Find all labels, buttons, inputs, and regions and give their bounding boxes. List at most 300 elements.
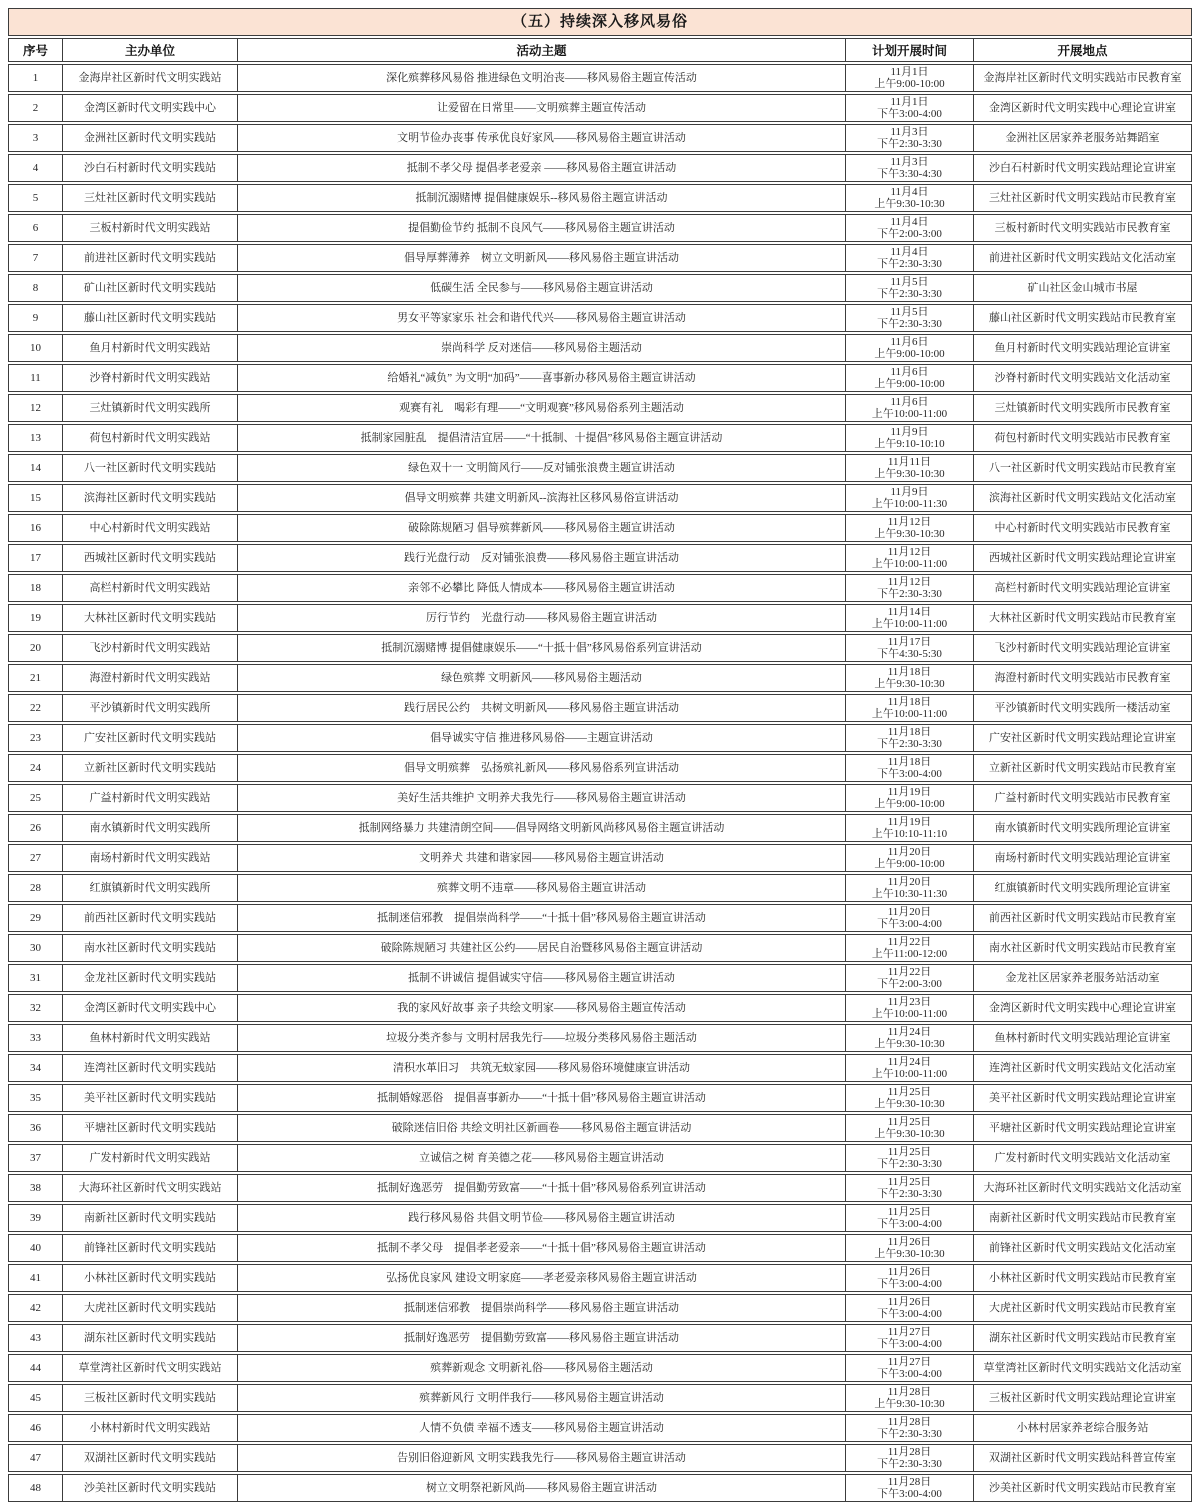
cell-time [845,1174,973,1202]
cell-time [845,124,973,152]
table-row [8,424,1192,452]
cell-time-date: 11月25日 [887,1206,932,1218]
cell-theme: 殡葬新风行 文明伴我行——移风易俗主题宣讲活动 [237,1384,845,1412]
cell-place: 连湾社区新时代文明实践站文化活动室 [973,1054,1192,1082]
cell-time-date: 11月4日 [890,246,929,258]
cell-unit: 南水镇新时代文明实践所 [62,814,237,842]
cell-seq: 17 [8,544,62,572]
table-row [8,274,1192,302]
cell-place: 大海环社区新时代文明实践站文化活动室 [973,1174,1192,1202]
cell-time [845,934,973,962]
cell-time-date: 11月28日 [887,1476,932,1488]
cell-time-date: 11月3日 [890,126,929,138]
cell-seq: 31 [8,964,62,992]
cell-unit: 广益村新时代文明实践站 [62,784,237,812]
table-row [8,1324,1192,1352]
cell-unit: 荷包村新时代文明实践站 [62,424,237,452]
cell-seq: 30 [8,934,62,962]
cell-unit: 滨海社区新时代文明实践站 [62,484,237,512]
cell-time [845,1234,973,1262]
cell-theme: 厉行节约 光盘行动——移风易俗主题宣讲活动 [237,604,845,632]
cell-theme: 抵制沉溺赌博 提倡健康娱乐——“十抵十倡”移风易俗系列宣讲活动 [237,634,845,662]
cell-place: 三板村新时代文明实践站市民教育室 [973,214,1192,242]
cell-seq: 43 [8,1324,62,1352]
cell-time [845,724,973,752]
cell-time [845,1474,973,1502]
table-row [8,874,1192,902]
cell-theme: 我的家风好故事 亲子共绘文明家——移风易俗主题宣传活动 [237,994,845,1022]
cell-seq: 23 [8,724,62,752]
cell-time-range: 上午10:30-11:30 [871,888,948,900]
cell-seq: 2 [8,94,62,122]
cell-time-range: 上午9:00-10:00 [874,348,945,360]
table-row [8,964,1192,992]
table-row [8,514,1192,542]
cell-seq: 45 [8,1384,62,1412]
table-row [8,124,1192,152]
cell-unit: 大林社区新时代文明实践站 [62,604,237,632]
table-row [8,454,1192,482]
cell-unit: 三灶镇新时代文明实践所 [62,394,237,422]
cell-time-date: 11月25日 [887,1086,932,1098]
cell-theme: 抵制沉溺赌博 提倡健康娱乐--移风易俗主题宣讲活动 [237,184,845,212]
cell-theme: 践行光盘行动 反对铺张浪费——移风易俗主题宣讲活动 [237,544,845,572]
cell-time-date: 11月12日 [887,516,932,528]
cell-theme: 崇尚科学 反对迷信——移风易俗主题活动 [237,334,845,362]
table-row [8,304,1192,332]
table-row [8,1234,1192,1262]
col-header-unit: 主办单位 [62,38,237,62]
cell-place: 荷包村新时代文明实践站市民教育室 [973,424,1192,452]
cell-time [845,1354,973,1382]
cell-place: 大虎社区新时代文明实践站市民教育室 [973,1294,1192,1322]
cell-theme: 男女平等家家乐 社会和谐代代兴——移风易俗主题宣讲活动 [237,304,845,332]
cell-place: 广安社区新时代文明实践站理论宣讲室 [973,724,1192,752]
cell-time [845,814,973,842]
cell-time-range: 下午3:00-4:00 [877,1488,942,1500]
cell-theme: 抵制好逸恶劳 提倡勤劳致富——“十抵十倡”移风易俗系列宣讲活动 [237,1174,845,1202]
table-row [8,1384,1192,1412]
cell-time-date: 11月4日 [890,216,929,228]
cell-unit: 美平社区新时代文明实践站 [62,1084,237,1112]
cell-time-range: 上午9:00-10:00 [874,858,945,870]
cell-time-range: 下午2:30-3:30 [877,1458,942,1470]
cell-theme: 践行居民公约 共树文明新风——移风易俗主题宣讲活动 [237,694,845,722]
cell-seq: 35 [8,1084,62,1112]
cell-theme: 破除迷信旧俗 共绘文明社区新画卷——移风易俗主题宣讲活动 [237,1114,845,1142]
cell-place: 南水社区新时代文明实践站市民教育室 [973,934,1192,962]
cell-seq: 10 [8,334,62,362]
cell-time-date: 11月22日 [887,936,932,948]
section-title: （五）持续深入移风易俗 [8,8,1192,36]
cell-theme: 破除陈规陋习 共建社区公约——居民自治暨移风易俗主题宣讲活动 [237,934,845,962]
cell-theme: 弘扬优良家风 建设文明家庭——孝老爱亲移风易俗主题宣讲活动 [237,1264,845,1292]
cell-time-range: 下午3:00-4:00 [877,1278,942,1290]
cell-theme: 抵制不讲诚信 提倡诚实守信——移风易俗主题宣讲活动 [237,964,845,992]
cell-place: 矿山社区金山城市书屋 [973,274,1192,302]
cell-time-date: 11月20日 [887,906,932,918]
cell-time-date: 11月26日 [887,1296,932,1308]
cell-time-range: 上午9:30-10:30 [874,1098,945,1110]
table-row [8,934,1192,962]
cell-time-date: 11月23日 [887,996,932,1008]
cell-theme: 倡导文明殡葬 共建文明新风--滨海社区移风易俗宣讲活动 [237,484,845,512]
cell-time-date: 11月18日 [887,666,932,678]
cell-time-range: 上午9:30-10:30 [874,1128,945,1140]
cell-seq: 37 [8,1144,62,1172]
cell-time [845,1084,973,1112]
table-row [8,1144,1192,1172]
cell-time-range: 下午4:30-5:30 [877,648,942,660]
cell-place: 中心村新时代文明实践站市民教育室 [973,514,1192,542]
table-row [8,574,1192,602]
cell-time [845,574,973,602]
cell-unit: 平塘社区新时代文明实践站 [62,1114,237,1142]
cell-time-range: 上午10:00-11:00 [871,618,948,630]
cell-time [845,694,973,722]
table-row [8,784,1192,812]
table-row [8,994,1192,1022]
cell-unit: 连湾社区新时代文明实践站 [62,1054,237,1082]
cell-seq: 40 [8,1234,62,1262]
cell-unit: 飞沙村新时代文明实践站 [62,634,237,662]
cell-time-date: 11月3日 [890,156,929,168]
cell-place: 藤山社区新时代文明实践站市民教育室 [973,304,1192,332]
cell-time [845,904,973,932]
cell-time [845,1054,973,1082]
cell-place: 小林村居家养老综合服务站 [973,1414,1192,1442]
cell-theme: 让爱留在日常里——文明殡葬主题宣传活动 [237,94,845,122]
cell-time-range: 上午9:10-10:10 [874,438,945,450]
cell-seq: 42 [8,1294,62,1322]
cell-seq: 18 [8,574,62,602]
cell-unit: 金湾区新时代文明实践中心 [62,994,237,1022]
cell-unit: 平沙镇新时代文明实践所 [62,694,237,722]
cell-theme: 抵制家园脏乱 提倡清洁宜居——“十抵制、十提倡”移风易俗主题宣讲活动 [237,424,845,452]
cell-place: 沙美社区新时代文明实践站市民教育室 [973,1474,1192,1502]
table-row [8,1354,1192,1382]
table-row [8,1444,1192,1472]
cell-theme: 践行移风易俗 共倡文明节俭——移风易俗主题宣讲活动 [237,1204,845,1232]
cell-time-range: 下午2:30-3:30 [877,588,942,600]
cell-unit: 广发村新时代文明实践站 [62,1144,237,1172]
cell-theme: 文明养犬 共建和谐家园——移风易俗主题宣讲活动 [237,844,845,872]
table-row [8,1414,1192,1442]
cell-theme: 清积水革旧习 共筑无蚊家园——移风易俗环境健康宣讲活动 [237,1054,845,1082]
cell-place: 滨海社区新时代文明实践站文化活动室 [973,484,1192,512]
table-row [8,1174,1192,1202]
cell-time-date: 11月9日 [890,486,929,498]
cell-place: 前西社区新时代文明实践站市民教育室 [973,904,1192,932]
cell-unit: 三板村新时代文明实践站 [62,214,237,242]
cell-seq: 41 [8,1264,62,1292]
cell-time [845,424,973,452]
cell-time-range: 下午3:00-4:00 [877,1368,942,1380]
cell-time-range: 下午2:30-3:30 [877,288,942,300]
cell-theme: 抵制好逸恶劳 提倡勤劳致富——移风易俗主题宣讲活动 [237,1324,845,1352]
cell-place: 前进社区新时代文明实践站文化活动室 [973,244,1192,272]
cell-time-range: 下午2:00-3:00 [877,978,942,990]
cell-time [845,964,973,992]
table-row [8,1294,1192,1322]
cell-seq: 14 [8,454,62,482]
cell-theme: 倡导诚实守信 推进移风易俗——主题宣讲活动 [237,724,845,752]
cell-place: 金湾区新时代文明实践中心理论宣讲室 [973,994,1192,1022]
cell-unit: 红旗镇新时代文明实践所 [62,874,237,902]
cell-time-date: 11月6日 [890,366,929,378]
cell-unit: 三板社区新时代文明实践站 [62,1384,237,1412]
cell-seq: 46 [8,1414,62,1442]
cell-theme: 给婚礼“减负” 为文明“加码”——喜事新办移风易俗主题宣讲活动 [237,364,845,392]
cell-time [845,244,973,272]
cell-time-date: 11月12日 [887,576,932,588]
cell-time [845,1324,973,1352]
cell-seq: 25 [8,784,62,812]
cell-unit: 大海环社区新时代文明实践站 [62,1174,237,1202]
cell-time [845,304,973,332]
cell-time-date: 11月27日 [887,1326,932,1338]
cell-seq: 1 [8,64,62,92]
cell-time-date: 11月25日 [887,1116,932,1128]
cell-time-range: 上午10:00-11:30 [871,498,948,510]
table-body [8,64,1192,1502]
table-row [8,94,1192,122]
cell-unit: 广安社区新时代文明实践站 [62,724,237,752]
cell-place: 南水镇新时代文明实践所理论宣讲室 [973,814,1192,842]
table-row [8,214,1192,242]
cell-time-range: 下午3:00-4:00 [877,768,942,780]
cell-theme: 提倡勤俭节约 抵制不良风气——移风易俗主题宣讲活动 [237,214,845,242]
table-row [8,1054,1192,1082]
cell-time-date: 11月18日 [887,696,932,708]
cell-time-date: 11月27日 [887,1356,932,1368]
cell-theme: 倡导厚葬薄养 树立文明新风——移风易俗主题宣讲活动 [237,244,845,272]
cell-time-date: 11月5日 [890,276,929,288]
cell-unit: 南场村新时代文明实践站 [62,844,237,872]
cell-unit: 八一社区新时代文明实践站 [62,454,237,482]
cell-time-range: 上午9:30-10:30 [874,1248,945,1260]
cell-time-date: 11月1日 [890,96,929,108]
cell-time-date: 11月18日 [887,726,932,738]
cell-seq: 29 [8,904,62,932]
cell-time [845,514,973,542]
cell-place: 三灶镇新时代文明实践所市民教育室 [973,394,1192,422]
cell-seq: 34 [8,1054,62,1082]
cell-place: 大林社区新时代文明实践站市民教育室 [973,604,1192,632]
cell-time-range: 下午2:30-3:30 [877,738,942,750]
cell-unit: 三灶社区新时代文明实践站 [62,184,237,212]
cell-place: 金洲社区居家养老服务站舞蹈室 [973,124,1192,152]
cell-seq: 7 [8,244,62,272]
cell-time [845,484,973,512]
cell-unit: 鱼林村新时代文明实践站 [62,1024,237,1052]
cell-seq: 8 [8,274,62,302]
cell-time-range: 下午2:00-3:00 [877,228,942,240]
cell-time [845,634,973,662]
cell-place: 美平社区新时代文明实践站理论宣讲室 [973,1084,1192,1112]
cell-seq: 21 [8,664,62,692]
cell-time-date: 11月18日 [887,756,932,768]
cell-unit: 金龙社区新时代文明实践站 [62,964,237,992]
cell-place: 沙白石村新时代文明实践站理论宣讲室 [973,154,1192,182]
cell-time-date: 11月26日 [887,1236,932,1248]
cell-time-range: 上午9:30-10:30 [874,528,945,540]
table-row [8,1264,1192,1292]
cell-unit: 沙美社区新时代文明实践站 [62,1474,237,1502]
cell-time-date: 11月5日 [890,306,929,318]
cell-place: 平塘社区新时代文明实践站理论宣讲室 [973,1114,1192,1142]
cell-theme: 殡葬文明不违章——移风易俗主题宣讲活动 [237,874,845,902]
cell-time [845,154,973,182]
cell-seq: 32 [8,994,62,1022]
cell-time [845,1204,973,1232]
cell-time-date: 11月25日 [887,1146,932,1158]
cell-time [845,274,973,302]
cell-seq: 3 [8,124,62,152]
cell-time [845,64,973,92]
cell-time-range: 上午10:10-11:10 [871,828,948,840]
cell-time [845,604,973,632]
cell-unit: 湖东社区新时代文明实践站 [62,1324,237,1352]
cell-time-date: 11月28日 [887,1386,932,1398]
cell-place: 金湾区新时代文明实践中心理论宣讲室 [973,94,1192,122]
cell-seq: 12 [8,394,62,422]
cell-time [845,844,973,872]
cell-time [845,364,973,392]
cell-time [845,184,973,212]
cell-seq: 19 [8,604,62,632]
cell-time-date: 11月1日 [890,66,929,78]
cell-time [845,1384,973,1412]
cell-unit: 矿山社区新时代文明实践站 [62,274,237,302]
cell-place: 鱼月村新时代文明实践站理论宣讲室 [973,334,1192,362]
cell-seq: 44 [8,1354,62,1382]
cell-time-date: 11月22日 [887,966,932,978]
cell-seq: 24 [8,754,62,782]
cell-place: 高栏村新时代文明实践站理论宣讲室 [973,574,1192,602]
cell-seq: 15 [8,484,62,512]
cell-place: 沙脊村新时代文明实践站文化活动室 [973,364,1192,392]
cell-time [845,784,973,812]
cell-seq: 28 [8,874,62,902]
cell-time [845,544,973,572]
cell-time-date: 11月28日 [887,1446,932,1458]
cell-time [845,454,973,482]
cell-seq: 6 [8,214,62,242]
cell-time-range: 上午9:30-10:30 [874,1038,945,1050]
cell-unit: 海澄村新时代文明实践站 [62,664,237,692]
cell-unit: 西城社区新时代文明实践站 [62,544,237,572]
cell-time-date: 11月4日 [890,186,929,198]
cell-time [845,94,973,122]
cell-time [845,874,973,902]
cell-time-range: 上午10:00-11:00 [871,558,948,570]
cell-time [845,1414,973,1442]
table-row [8,754,1192,782]
cell-time-range: 上午10:00-11:00 [871,408,948,420]
table-row [8,904,1192,932]
cell-time-date: 11月24日 [887,1026,932,1038]
cell-place: 八一社区新时代文明实践站市民教育室 [973,454,1192,482]
cell-time-range: 下午2:30-3:30 [877,1428,942,1440]
cell-time [845,394,973,422]
cell-unit: 立新社区新时代文明实践站 [62,754,237,782]
table-row [8,844,1192,872]
cell-unit: 金湾区新时代文明实践中心 [62,94,237,122]
cell-theme: 抵制不孝父母 提倡孝老爱亲 ——移风易俗主题宣讲活动 [237,154,845,182]
cell-time-date: 11月24日 [887,1056,932,1068]
cell-unit: 中心村新时代文明实践站 [62,514,237,542]
cell-seq: 13 [8,424,62,452]
cell-unit: 鱼月村新时代文明实践站 [62,334,237,362]
table-row [8,544,1192,572]
cell-time-date: 11月14日 [887,606,932,618]
cell-time-date: 11月6日 [890,396,929,408]
cell-time-range: 下午3:00-4:00 [877,1308,942,1320]
cell-time-range: 上午9:30-10:30 [874,198,945,210]
cell-theme: 抵制迷信邪教 提倡崇尚科学——“十抵十倡”移风易俗主题宣讲活动 [237,904,845,932]
cell-theme: 抵制网络暴力 共建清朗空间——倡导网络文明新风尚移风易俗主题宣讲活动 [237,814,845,842]
cell-place: 立新社区新时代文明实践站市民教育室 [973,754,1192,782]
cell-time-range: 下午2:30-3:30 [877,138,942,150]
cell-time-range: 下午2:30-3:30 [877,1158,942,1170]
cell-time-range: 下午3:30-4:30 [877,168,942,180]
cell-time [845,1264,973,1292]
cell-time-date: 11月20日 [887,876,932,888]
cell-time-date: 11月12日 [887,546,932,558]
cell-theme: 观赛有礼 喝彩有理——“文明观赛”移风易俗系列主题活动 [237,394,845,422]
cell-unit: 沙脊村新时代文明实践站 [62,364,237,392]
cell-place: 草堂湾社区新时代文明实践站文化活动室 [973,1354,1192,1382]
cell-time-range: 上午9:00-10:00 [874,78,945,90]
cell-unit: 小林村新时代文明实践站 [62,1414,237,1442]
cell-theme: 树立文明祭祀新风尚——移风易俗主题宣讲活动 [237,1474,845,1502]
cell-time-date: 11月6日 [890,336,929,348]
cell-place: 前锋社区新时代文明实践站文化活动室 [973,1234,1192,1262]
table-row [8,634,1192,662]
cell-time-range: 上午9:30-10:30 [874,1398,945,1410]
cell-place: 金龙社区居家养老服务站活动室 [973,964,1192,992]
col-header-time: 计划开展时间 [845,38,973,62]
cell-time-date: 11月17日 [887,636,932,648]
activity-schedule-sheet [8,8,1192,1504]
cell-unit: 藤山社区新时代文明实践站 [62,304,237,332]
cell-seq: 26 [8,814,62,842]
cell-seq: 39 [8,1204,62,1232]
cell-time-range: 下午3:00-4:00 [877,918,942,930]
cell-place: 湖东社区新时代文明实践站市民教育室 [973,1324,1192,1352]
cell-time-date: 11月19日 [887,816,932,828]
cell-theme: 美好生活共维护 文明养犬我先行——移风易俗主题宣讲活动 [237,784,845,812]
cell-theme: 抵制迷信邪教 提倡崇尚科学——移风易俗主题宣讲活动 [237,1294,845,1322]
cell-theme: 低碳生活 全民参与——移风易俗主题宣讲活动 [237,274,845,302]
cell-time-range: 下午2:30-3:30 [877,318,942,330]
table-row [8,694,1192,722]
cell-place: 西城社区新时代文明实践站理论宣讲室 [973,544,1192,572]
cell-theme: 抵制婚嫁恶俗 提倡喜事新办——“十抵十倡”移风易俗主题宣讲活动 [237,1084,845,1112]
table-row [8,484,1192,512]
cell-place: 小林社区新时代文明实践站市民教育室 [973,1264,1192,1292]
cell-unit: 小林社区新时代文明实践站 [62,1264,237,1292]
cell-place: 南场村新时代文明实践站理论宣讲室 [973,844,1192,872]
table-row [8,814,1192,842]
cell-time-date: 11月26日 [887,1266,932,1278]
cell-unit: 大虎社区新时代文明实践站 [62,1294,237,1322]
cell-place: 三板社区新时代文明实践站理论宣讲室 [973,1384,1192,1412]
cell-place: 鱼林村新时代文明实践站理论宣讲室 [973,1024,1192,1052]
cell-seq: 5 [8,184,62,212]
table-row [8,244,1192,272]
